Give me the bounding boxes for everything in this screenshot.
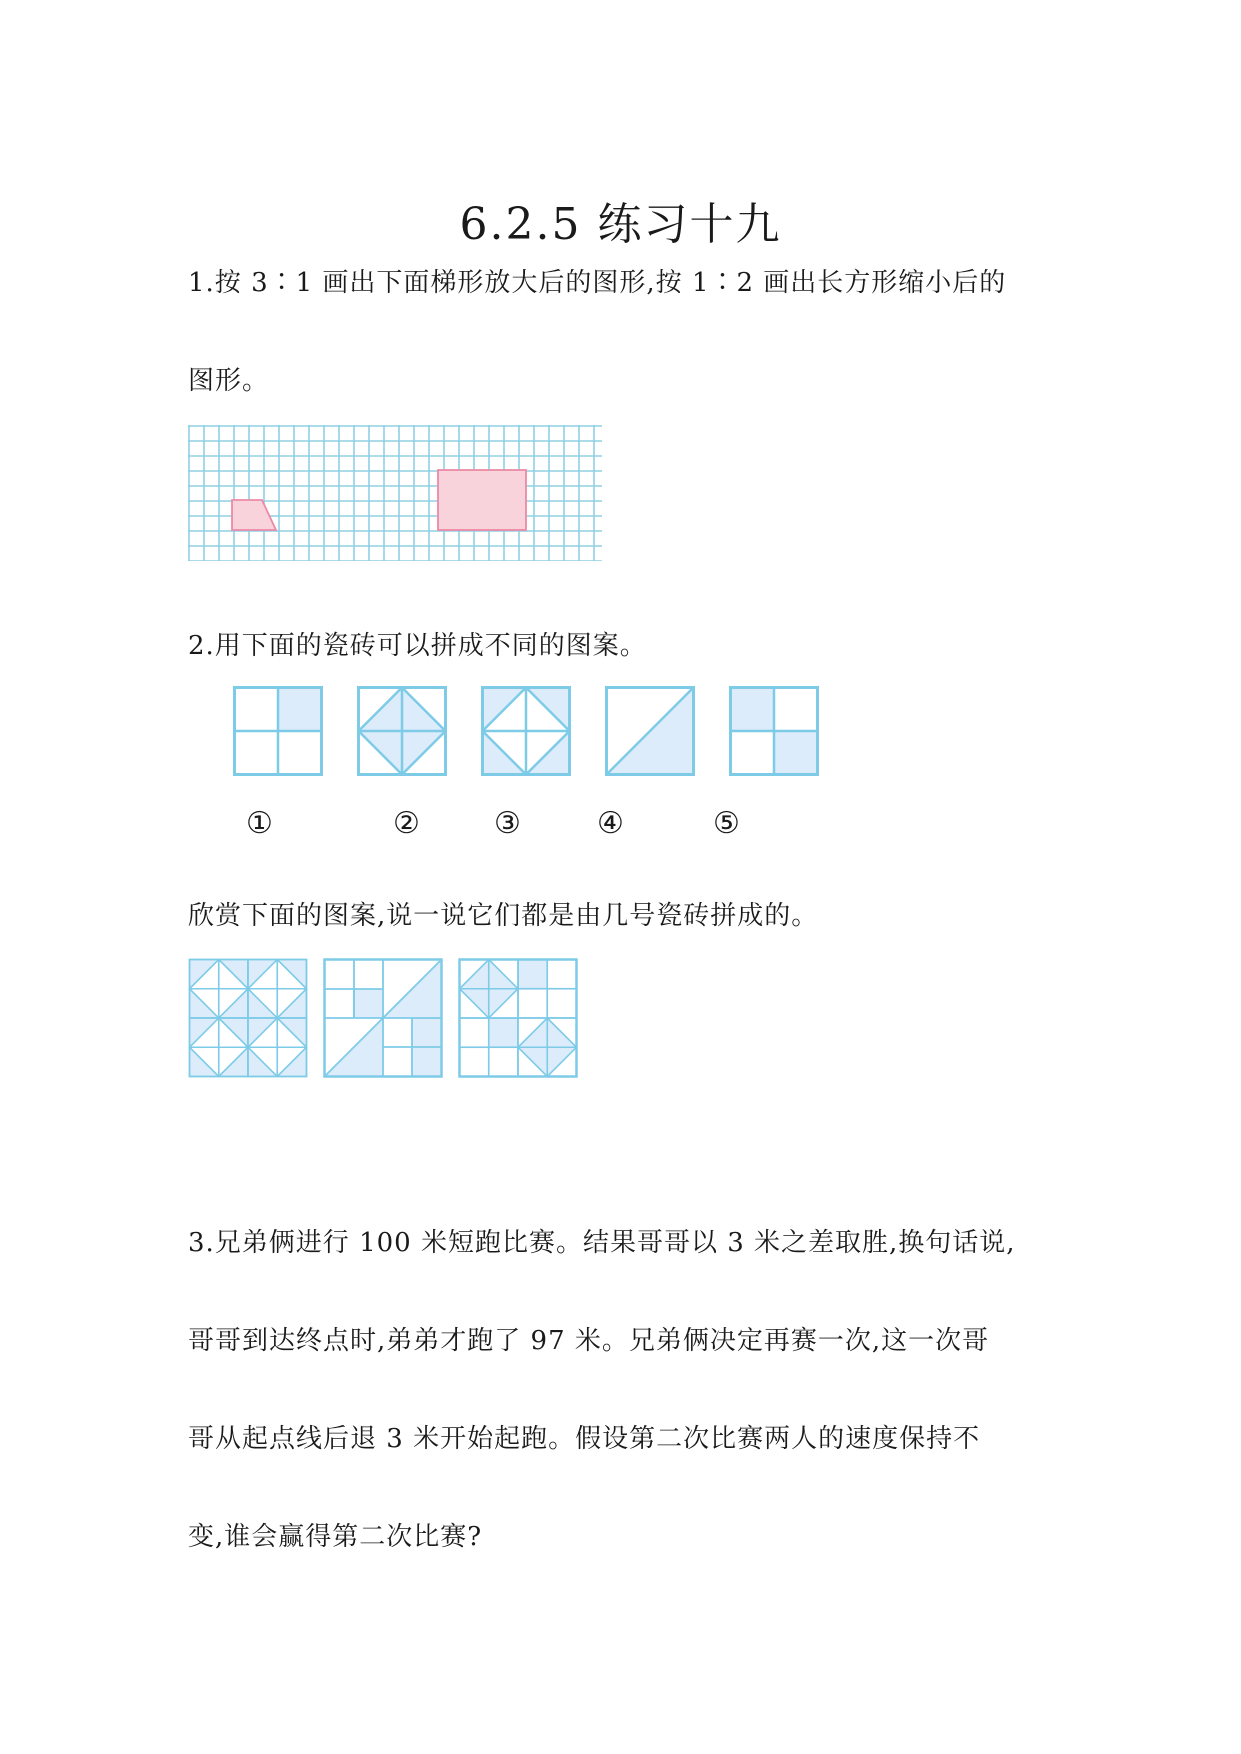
- tile-2: [357, 686, 447, 776]
- q1-line-2: 图形。: [188, 366, 270, 396]
- tile-5: [729, 686, 819, 776]
- page-title: 6.2.5 练习十九: [459, 199, 782, 250]
- tile-label-2: ②: [393, 806, 420, 841]
- tile-label-1: ①: [246, 806, 273, 841]
- tile-4: [605, 686, 695, 776]
- q2-line-1: 2.用下面的瓷砖可以拼成不同的图案。: [188, 631, 647, 661]
- q3-line-4: 变,谁会赢得第二次比赛?: [188, 1522, 483, 1552]
- q3-line-2: 哥哥到达终点时,弟弟才跑了 97 米。兄弟俩决定再赛一次,这一次哥: [188, 1326, 990, 1356]
- q3-line-1: 3.兄弟俩进行 100 米短跑比赛。结果哥哥以 3 米之差取胜,换句话说,: [188, 1228, 1016, 1258]
- tile-label-3: ③: [494, 806, 521, 841]
- q3-line-3: 哥从起点线后退 3 米开始起跑。假设第二次比赛两人的速度保持不: [188, 1424, 981, 1454]
- q1-line-1: 1.按 3∶1 画出下面梯形放大后的图形,按 1∶2 画出长方形缩小后的: [188, 268, 1007, 298]
- q2-line-2: 欣赏下面的图案,说一说它们都是由几号瓷砖拼成的。: [188, 901, 819, 931]
- tile-1: [233, 686, 323, 776]
- drawing-grid: [188, 425, 602, 561]
- tile-label-5: ⑤: [713, 806, 740, 841]
- pattern-1: [188, 958, 308, 1078]
- grid-lines: [188, 425, 602, 561]
- grid-figure: [188, 425, 602, 561]
- pattern-3: [458, 958, 578, 1078]
- pattern-2: [323, 958, 443, 1078]
- trapezoid-shape: [232, 500, 276, 530]
- rectangle-shape: [438, 470, 526, 530]
- tile-label-4: ④: [597, 806, 624, 841]
- tile-3: [481, 686, 571, 776]
